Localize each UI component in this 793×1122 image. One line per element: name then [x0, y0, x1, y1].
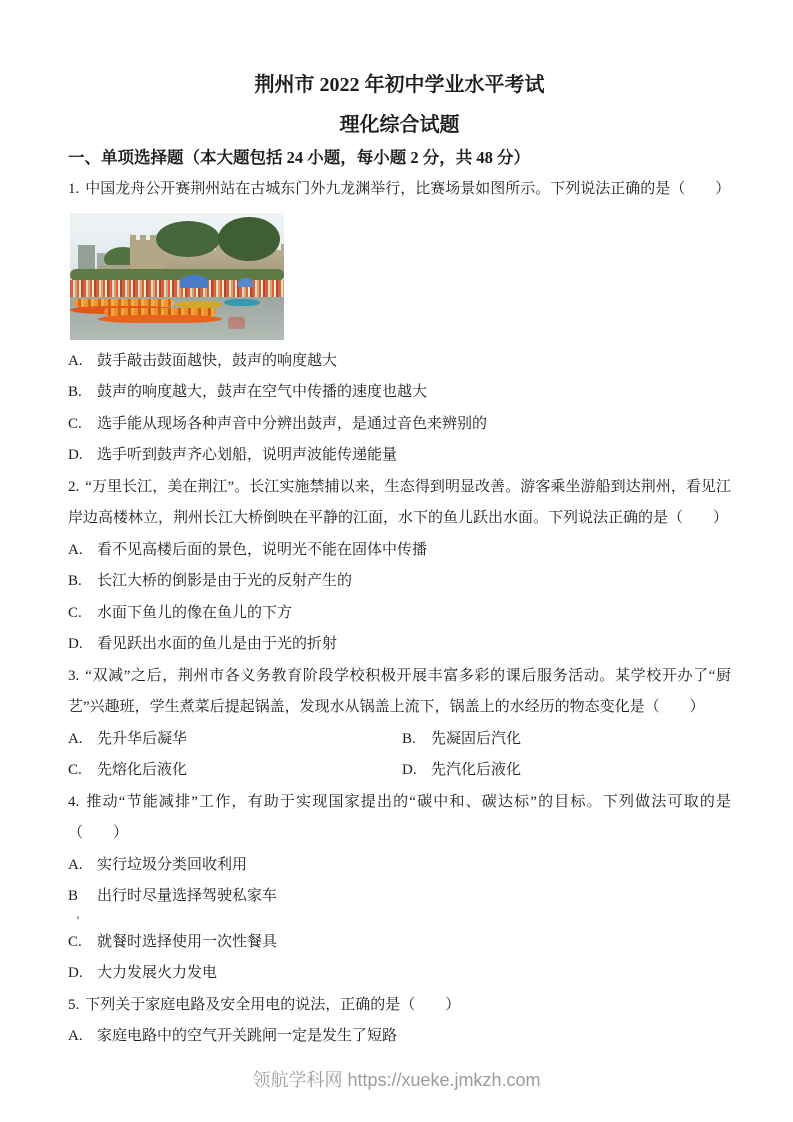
option-label: B.: [68, 573, 82, 589]
question-5-text: 下列关于家庭电路及安全用电的说法，正确的是（ ）: [85, 996, 461, 1013]
option-text: 鼓声的响度越大，鼓声在空气中传播的速度也越大: [97, 384, 428, 400]
option-text: 水面下鱼儿的像在鱼儿的下方: [97, 604, 293, 621]
stray-mark-glyph: ’: [76, 912, 80, 927]
option-text: 看不见高楼后面的景色，说明光不能在固体中传播: [97, 541, 428, 558]
question-2-option-b: [68, 566, 731, 598]
option-text: 实行垃圾分类回收利用: [97, 856, 248, 873]
option-text: 先凝固后汽化: [431, 730, 522, 747]
option-text: 出行时尽量选择驾驶私家车: [97, 888, 278, 904]
option-label: B.: [68, 384, 82, 400]
question-3-options-row-1: [68, 724, 731, 756]
question-3-text: “双减”之后，荆州市各义务教育阶段学校积极开展丰富多彩的课后服务活动。某学校开办了“厨艺”兴趣班，学生煮菜后提起锅盖，发现水从锅盖上流下，锅盖上的水经历的物态变化是（ ）: [68, 667, 731, 715]
question-1-option-c: [68, 409, 731, 441]
option-text: 选手能从现场各种声音中分辨出鼓声，是通过音色来辨别的: [97, 415, 488, 432]
photo-blue-tent-icon: [180, 275, 208, 288]
option-label: A.: [68, 352, 83, 369]
option-label: D.: [402, 762, 417, 778]
questions-flow: [68, 174, 731, 1053]
photo-dragon-boat-icon: [98, 315, 222, 323]
question-3-option-a: [68, 724, 402, 756]
stray-print-mark: [76, 913, 731, 927]
option-label: A.: [68, 856, 83, 873]
question-4-option-d: [68, 958, 731, 990]
question-2-option-a: [68, 535, 731, 567]
option-text: 大力发展火力发电: [97, 965, 218, 981]
option-label: C.: [68, 762, 82, 778]
photo-yellow-boat-icon: [176, 301, 222, 308]
question-1-stem: [68, 174, 731, 206]
section-heading: 一、单项选择题（本大题包括 24 小题，每小题 2 分，共 48 分）: [68, 148, 530, 167]
option-label: D.: [68, 636, 83, 652]
dragon-boat-race-photo: [70, 213, 284, 340]
question-2-text: “万里长江，美在荆江”。长江实施禁捕以来，生态得到明显改善。游客乘坐游船到达荆州，看见江岸边高楼林立，荆州长江大桥倒映在平静的江面，水下的鱼儿跃出水面。下列说法正确的是（ ）: [68, 478, 731, 526]
photo-red-watermark: [228, 317, 245, 329]
question-4-option-c: [68, 927, 731, 959]
photo-blue-tent-icon: [238, 278, 253, 287]
question-4-text: 推动“节能减排”工作，有助于实现国家提出的“碳中和、碳达标”的目标。下列做法可取的是（ ）: [68, 793, 731, 841]
option-label: B: [68, 888, 79, 904]
site-watermark-footer: 领航学科网 https://xueke.jmkzh.com: [252, 1070, 541, 1090]
question-1-option-a: [68, 346, 731, 378]
question-5-stem: [68, 990, 731, 1022]
option-label: C.: [68, 415, 82, 432]
question-1-option-b: [68, 377, 731, 409]
question-2-option-c: [68, 598, 731, 630]
option-text: 选手听到鼓声齐心划船，说明声波能传递能量: [97, 447, 398, 463]
question-3-options-row-2: [68, 755, 731, 787]
option-label: A.: [68, 541, 83, 558]
question-1-number: 1.: [68, 181, 80, 197]
question-2-number: 2.: [68, 478, 80, 495]
option-text: 看见跃出水面的鱼儿是由于光的折射: [97, 636, 338, 652]
question-4-stem: [68, 787, 731, 850]
question-4-option-b: [68, 881, 731, 913]
question-3-stem: [68, 661, 731, 724]
option-text: 先汽化后液化: [431, 762, 522, 778]
doc-title: 荆州市 2022 年初中学业水平考试: [254, 74, 545, 96]
photo-teal-boat-icon: [224, 299, 260, 306]
doc-subtitle: 理化综合试题: [339, 114, 460, 136]
question-3-option-b: [402, 731, 521, 747]
option-text: 长江大桥的倒影是由于光的反射产生的: [97, 573, 353, 589]
option-text: 就餐时选择使用一次性餐具: [97, 933, 278, 950]
question-1-option-d: [68, 440, 731, 472]
question-5-option-a: [68, 1021, 731, 1053]
option-label: A.: [68, 730, 83, 747]
option-text: 先熔化后液化: [97, 762, 188, 778]
option-label: C.: [68, 604, 82, 621]
question-4-option-a: [68, 850, 731, 882]
option-label: D.: [68, 965, 83, 981]
question-2-stem: [68, 472, 731, 535]
photo-tree-icon: [218, 217, 280, 261]
question-4-number: 4.: [68, 793, 80, 810]
option-label: B.: [402, 730, 416, 747]
question-5-number: 5.: [68, 996, 80, 1013]
option-label: A.: [68, 1028, 83, 1044]
question-2-option-d: [68, 629, 731, 661]
option-label: D.: [68, 447, 83, 463]
option-label: C.: [68, 933, 82, 950]
option-text: 家庭电路中的空气开关跳闸一定是发生了短路: [97, 1028, 398, 1044]
question-1-text: 中国龙舟公开赛荆州站在古城东门外九龙渊举行，比赛场景如图所示。下列说法正确的是（ ）: [85, 181, 731, 197]
option-text: 先升华后凝华: [97, 730, 188, 747]
question-3-option-d: [402, 762, 521, 778]
photo-tree-icon: [156, 221, 220, 257]
question-3-option-c: [68, 755, 402, 787]
option-text: 鼓手敲击鼓面越快，鼓声的响度越大: [97, 352, 338, 369]
question-3-number: 3.: [68, 667, 80, 684]
